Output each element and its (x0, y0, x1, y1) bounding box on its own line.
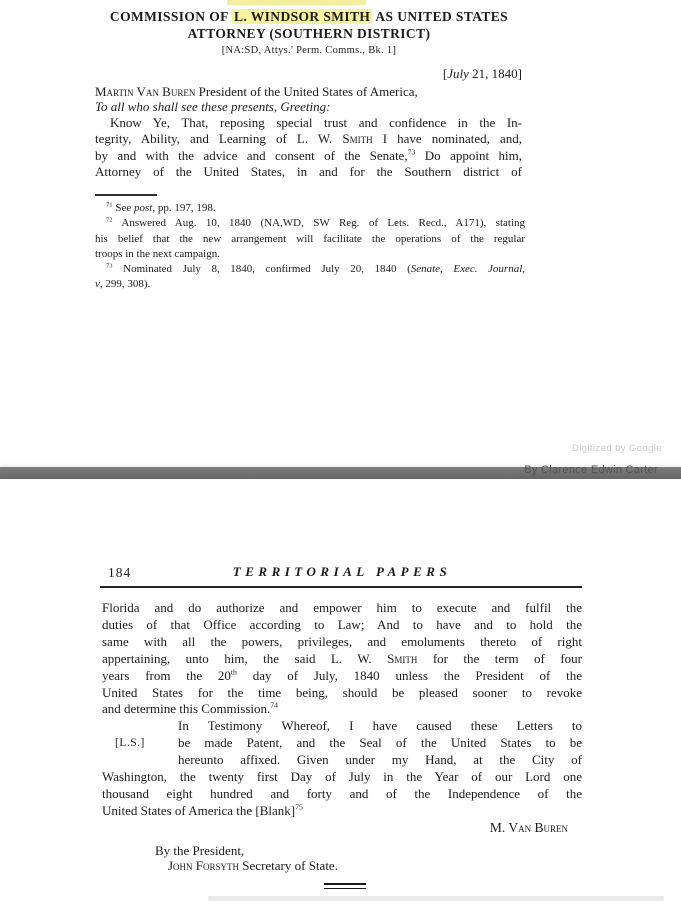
testimony-line: hereunto affixed. Given under my Hand, at the City of (178, 752, 582, 768)
page2-body (102, 600, 582, 820)
text-segment: , pp. 197, 198. (152, 202, 216, 214)
footnote-marker: 73 (106, 262, 113, 270)
document-title (70, 8, 548, 42)
body-line: Florida and do authorize and empower him to execute and fulfil the (102, 600, 582, 615)
text-segment: I have nominated, and, (372, 131, 523, 147)
footnote-72-line: his belief that the new arrangement will facilitate the operations of the regular (95, 232, 525, 245)
next-page-edge (208, 896, 664, 901)
by-the-president-line: By the President, (155, 843, 245, 858)
body-line: United States for the time being, should be pleased sooner to revoke (102, 684, 582, 700)
footnote-73-line (95, 262, 525, 277)
header-rule (100, 586, 582, 588)
testimony-line: In Testimony Whereof, I have caused these Letters to (178, 718, 582, 734)
text-segment: day of July, 1840 unless the President of the (236, 667, 582, 683)
title-pre: COMMISSION OF (109, 9, 233, 24)
salutation-line (95, 84, 527, 100)
ordinal-superscript: th (230, 667, 237, 677)
secretary-line (168, 858, 338, 874)
testimony-line (102, 803, 582, 820)
footnote-reference: 73 (407, 147, 416, 157)
date-month: July (447, 66, 469, 81)
signature-van-buren: M. Van Buren (489, 820, 568, 835)
text-segment: for the term of four (417, 650, 582, 666)
body-line (102, 651, 582, 668)
footnote-marker: 72 (106, 216, 113, 224)
smallcaps-name: Smith (387, 650, 418, 666)
text-segment: by and with the advice and consent of the Senate, (95, 147, 408, 163)
italic-segment: v (95, 278, 100, 291)
salutation-rest: President of the United States of America, (195, 84, 418, 99)
smallcaps-name: Smith (342, 131, 373, 147)
title-line-2: ATTORNEY (SOUTHERN DISTRICT) (187, 26, 431, 41)
testimony-line: Washington, the twenty first Day of July in the Year of our Lord one (102, 769, 582, 785)
text-segment: Secretary of State. (239, 858, 338, 873)
document-date (95, 66, 522, 82)
secretary-name: John Forsyth (168, 858, 240, 873)
seal-notation: [L.S.] (115, 737, 145, 750)
testimony-line (102, 735, 582, 752)
text-segment: appertaining, unto him, the said L. W. (102, 650, 388, 666)
testimony-line: thousand eight hundred and forty and of the Independence of the (102, 785, 582, 801)
body-line: Know Ye, That, reposing special trust and confidence in the In- (110, 115, 522, 130)
footnote-73-line (95, 277, 525, 292)
address-line: To all who shall see these presents, Greeting: (95, 99, 331, 114)
footnote-marker: 71 (106, 201, 113, 209)
body-line (102, 668, 582, 685)
page-number: 184 (108, 565, 132, 580)
president-name: Martin Van Buren (95, 84, 196, 99)
search-highlight: L. WINDSOR SMITH (234, 9, 371, 24)
divider-overlay-text: By Clarence Edwin Carter (524, 464, 658, 476)
archival-citation: [NA:SD, Attys.' Perm. Comms., Bk. 1] (221, 45, 397, 56)
text-segment: be made Patent, and the Seal of the United States to be (178, 735, 582, 751)
text-segment: Do appoint him, (415, 147, 522, 163)
footnote-separator-rule (95, 194, 157, 196)
date-bracket: [ (442, 66, 448, 81)
text-segment: Answered Aug. 10, 1840 (NA,WD, SW Reg. of Lets. Recd., A171), stating (112, 217, 525, 230)
text-segment: years from the 20 (102, 667, 231, 683)
footnote-71 (95, 201, 525, 216)
footnote-reference: 74 (270, 701, 279, 711)
text-segment: United States of America the [Blank] (102, 802, 296, 818)
body-line: Attorney of the United States, in and for the Southern district of (95, 164, 522, 180)
footnote-reference: 75 (295, 802, 303, 812)
footnote-72-line (95, 216, 525, 231)
digitized-by-google-watermark: Digitized by Google (572, 443, 662, 454)
italic-segment: Senate, Exec. Journal, (410, 263, 525, 276)
title-post: AS UNITED STATES (372, 9, 509, 24)
text-segment: and determine this Commission. (102, 701, 271, 717)
date-rest: 21, 1840] (468, 66, 522, 81)
italic-segment: post (133, 202, 153, 214)
text-segment: Nominated July 8, 1840, confirmed July 20, 1840 ( (112, 263, 411, 276)
body-line: same with all the powers, privileges, and emoluments thereto of right (102, 633, 582, 649)
text-segment: tegrity, Ability, and Learning of L. W. (95, 131, 343, 147)
text-segment: See (112, 202, 134, 214)
running-head: TERRITORIAL PAPERS (232, 564, 452, 579)
body-line: duties of that Office according to Law; And to have and to hold the (102, 616, 582, 632)
body-line (95, 131, 522, 147)
body-line (102, 701, 582, 718)
title-line-1 (70, 8, 548, 25)
footnote-72-line: troops in the next campaign. (95, 247, 220, 260)
page1-body-paragraph (95, 115, 522, 181)
text-segment: , 299, 308). (99, 278, 151, 291)
highlight-fragment-top (227, 0, 366, 5)
section-end-rule (324, 883, 366, 889)
footnotes-block (95, 201, 525, 293)
body-line (95, 148, 522, 164)
